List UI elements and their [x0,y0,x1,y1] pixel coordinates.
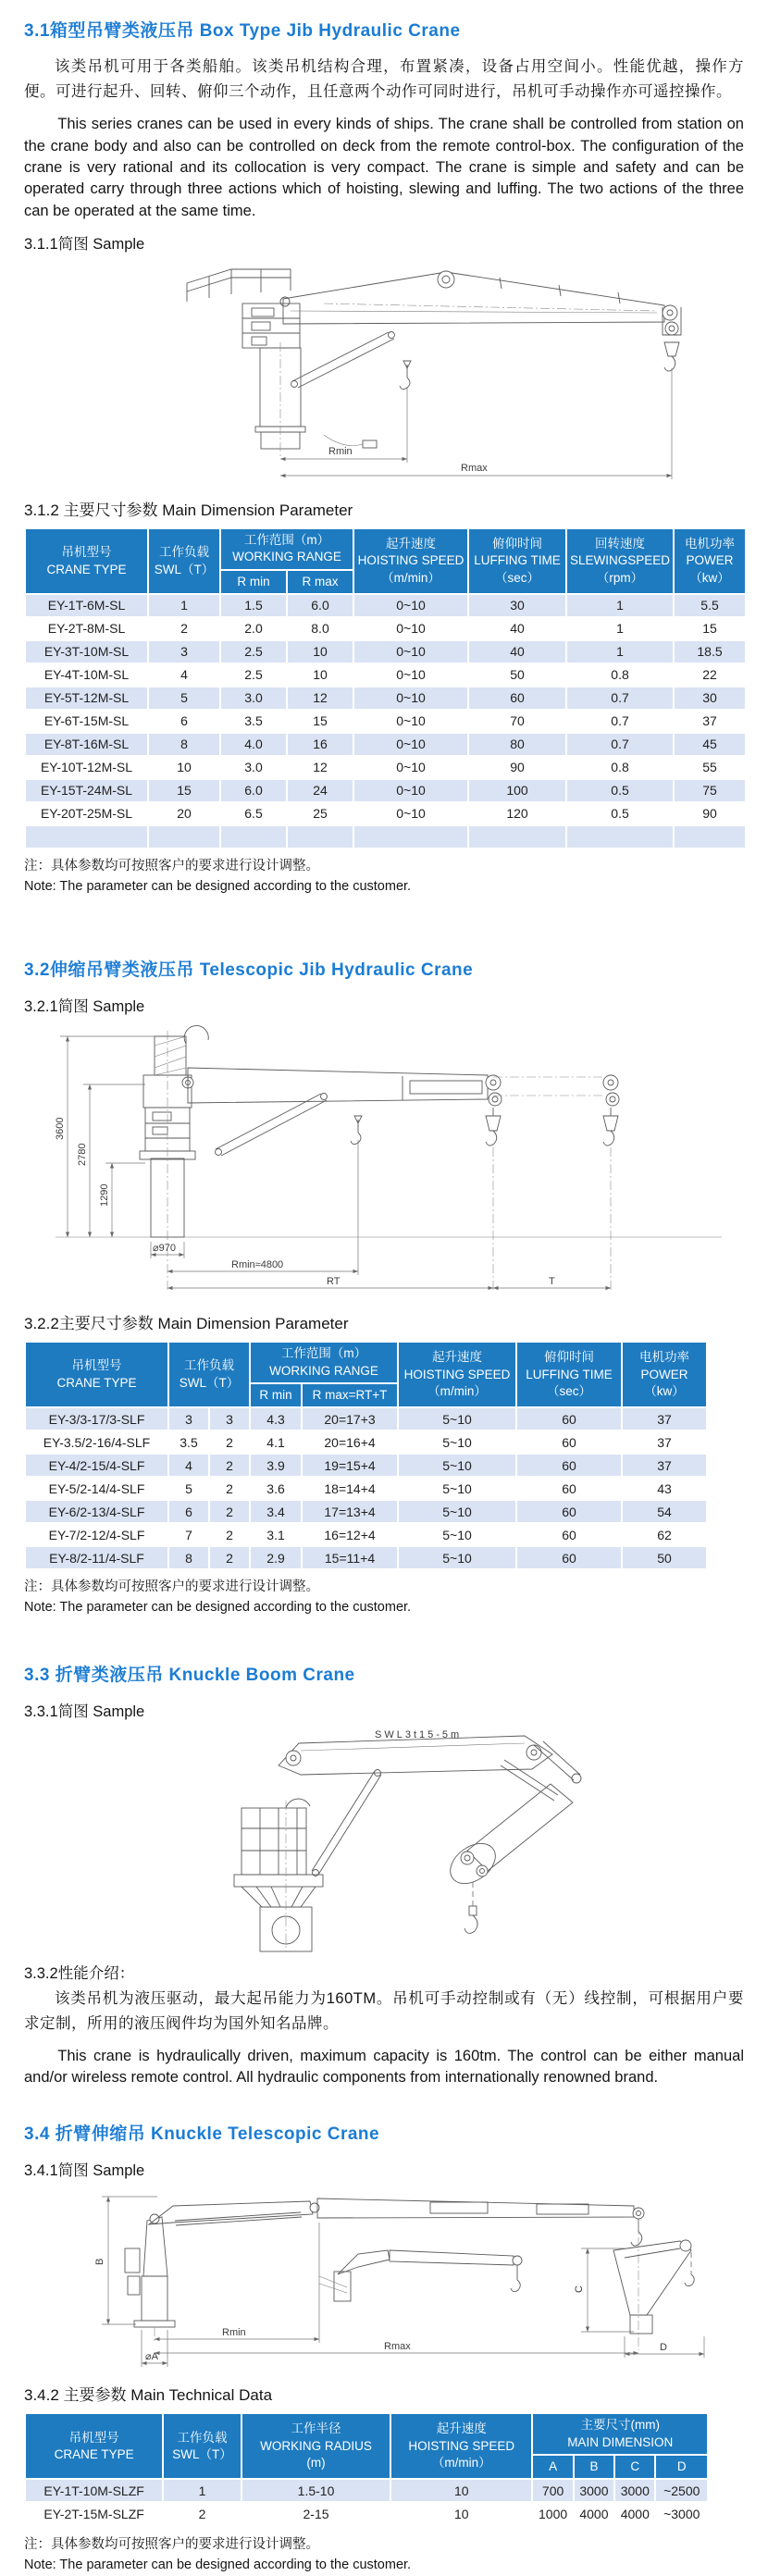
table-cell [220,825,287,848]
table-cell: EY-5T-12M-SL [25,687,148,710]
table-cell: ~2500 [655,2479,708,2502]
table-cell: 18=14+4 [302,1477,398,1500]
table-row [25,1523,707,1546]
table-cell: EY-1T-6M-SL [25,594,148,617]
table-cell: 50 [622,1546,707,1569]
col-header-working-range: 工作范围（m） WORKING RANGE [220,528,353,569]
table-row [25,2479,708,2502]
table-cell [566,825,674,848]
table-cell: 60 [516,1546,622,1569]
knuckle-boom-crane-drawing [24,1725,744,1951]
table-cell: 0~10 [353,779,468,802]
table-cell: 10 [287,640,353,663]
table-cell: 3.5 [168,1430,209,1454]
col-header-rmax: R max [287,570,353,594]
section-3-4-1-sample-label: 3.4.1简图 Sample [24,2162,145,2180]
table-cell: 70 [468,710,566,733]
table-cell: ~3000 [655,2502,708,2525]
table-cell: 15 [148,779,220,802]
box-jib-crane-figure [46,257,722,484]
dim-label-c: C [574,2285,585,2294]
dim-label-rmax: Rmax [384,2341,411,2353]
col-header-swl: 工作负载 SWL（T） [168,1342,250,1407]
table-cell: 5.5 [674,594,746,617]
table-cell: 45 [674,733,746,756]
table-cell: 2 [209,1430,250,1454]
col-header-crane-type: 吊机型号 CRANE TYPE [25,1342,168,1407]
col-header-luffing-time: 俯仰时间 LUFFING TIME （sec） [468,528,566,594]
table-cell: 1000 [532,2502,573,2525]
section-3-1-1-sample-label: 3.1.1简图 Sample [24,236,145,254]
table-cell: 10 [390,2502,532,2525]
table-cell: 3.9 [250,1454,302,1477]
table-cell: 5 [148,687,220,710]
table-cell: 3.5 [220,710,287,733]
table-cell: 40 [468,617,566,640]
note-chinese: 注：具体参数均可按照客户的要求进行设计调整。 [24,1579,319,1595]
table-cell: 100 [468,779,566,802]
table-cell: 20=17+3 [302,1407,398,1430]
table-cell: EY-15T-24M-SL [25,779,148,802]
col-header-hoisting-speed: 起升速度 HOISTING SPEED （m/min） [390,2413,532,2479]
table-cell: 120 [468,802,566,825]
col-header-working-radius: 工作半径 WORKING RADIUS (m) [242,2413,390,2479]
table-cell: 16 [287,733,353,756]
table-cell: 60 [516,1500,622,1523]
table-cell: 1 [148,594,220,617]
section-3-3-2-label: 3.3.2性能介绍： [24,1964,135,1982]
table-cell: 2 [148,617,220,640]
table-cell: 2.5 [220,663,287,687]
table-row [25,1430,707,1454]
col-header-luffing-time: 俯仰时间 LUFFING TIME （sec） [516,1342,622,1407]
table-cell: 1 [566,617,674,640]
section-3-1-heading: 3.1箱型吊臂类液压吊 Box Type Jib Hydraulic Crane [24,21,461,41]
table-cell: EY-6/2-13/4-SLF [25,1500,168,1523]
section-3-3-heading: 3.3 折臂类液压吊 Knuckle Boom Crane [24,1665,355,1685]
table-cell: 30 [468,594,566,617]
table-cell: 4.1 [250,1430,302,1454]
table-cell: EY-4/2-15/4-SLF [25,1454,168,1477]
table-cell: 4000 [574,2502,614,2525]
table-cell: 6.5 [220,802,287,825]
table-cell: 6.0 [287,594,353,617]
table-cell: 1.5-10 [242,2479,390,2502]
telescopic-crane-drawing [24,1020,744,1297]
knuckle-boom-crane-figure [69,1725,699,1951]
table-cell: 43 [622,1477,707,1500]
col-header-crane-type: 吊机型号 CRANE TYPE [25,528,148,594]
dim-label-2780: 2780 [77,1143,88,1167]
table-cell: 12 [287,756,353,779]
table-cell: 0~10 [353,710,468,733]
dim-label-a: ⌀A [145,2351,158,2363]
section-3-1-2-table-title: 3.1.2 主要尺寸参数 Main Dimension Parameter [24,502,353,520]
note-chinese: 注：具体参数均可按照客户的要求进行设计调整。 [24,858,319,873]
table-row [25,640,746,663]
table-cell: 37 [674,710,746,733]
table-cell: EY-8T-16M-SL [25,733,148,756]
table-cell: 17=13+4 [302,1500,398,1523]
table-cell: 4.0 [220,733,287,756]
table-cell: 0~10 [353,802,468,825]
table-cell [287,825,353,848]
table-cell: 3.0 [220,756,287,779]
table-row [25,733,746,756]
table-cell: 0.8 [566,663,674,687]
dim-label-rmax: Rmax [461,463,488,475]
note-chinese: 注：具体参数均可按照客户的要求进行设计调整。 [24,2537,319,2553]
table-cell: 6 [148,710,220,733]
col-header-dim-b: B [574,2455,614,2479]
section-3-2-1-sample-label: 3.2.1简图 Sample [24,998,145,1016]
table-cell: EY-3.5/2-16/4-SLF [25,1430,168,1454]
table-row [25,1407,707,1430]
table-cell: 18.5 [674,640,746,663]
dim-label-b: B [94,2259,105,2266]
section-3-1-paragraph-chinese: 该类吊机可用于各类船舶。该类吊机结构合理，布置紧凑，设备占用空间小。性能优越，操作方便。可进行起升、回转、俯仰三个动作，且任意两个动作可同时进行，吊机可手动操作亦可遥控操作。 [24,58,744,101]
dim-label-d: D [660,2342,667,2354]
col-header-dim-a: A [532,2455,573,2479]
table-cell: EY-7/2-12/4-SLF [25,1523,168,1546]
table-cell: 4 [148,663,220,687]
table-row [25,825,746,848]
table-cell: 60 [516,1407,622,1430]
table-cell: 4.3 [250,1407,302,1430]
table-cell: 0.5 [566,779,674,802]
table-cell: 60 [516,1523,622,1546]
table-cell: 62 [622,1523,707,1546]
table-cell: 50 [468,663,566,687]
table-cell: 3000 [614,2479,655,2502]
section-3-3-1-sample-label: 3.3.1简图 Sample [24,1703,145,1720]
table-cell: 3 [209,1407,250,1430]
table-cell: 15 [287,710,353,733]
table-cell: 0.5 [566,802,674,825]
note-english: Note: The parameter can be designed according to the customer. [24,1599,412,1615]
table-cell [148,825,220,848]
table-cell: 1.5 [220,594,287,617]
table-cell: 5~10 [398,1430,516,1454]
table-cell: EY-3T-10M-SL [25,640,148,663]
col-header-dim-c: C [614,2455,655,2479]
table-cell: 3.0 [220,687,287,710]
dim-label-rmin4800: Rmin≈4800 [231,1259,284,1271]
table-cell: 54 [622,1500,707,1523]
table-row [25,594,746,617]
table-cell: 0~10 [353,617,468,640]
dim-label-rmin: Rmin [222,2327,246,2339]
table-cell: 6.0 [220,779,287,802]
col-header-working-range: 工作范围（m） WORKING RANGE [250,1342,398,1382]
col-header-swl: 工作负载 SWL（T） [148,528,220,594]
table-cell: 30 [674,687,746,710]
col-header-power: 电机功率 POWER （kw） [674,528,746,594]
table-cell [25,825,148,848]
table-cell: 0~10 [353,640,468,663]
section-3-3-paragraph-english: This crane is hydraulically driven, maximum capacity is 160tm. The control can be either manual and/or wireless remote control. All hydraulic components from internationally renowned brand. [24,2047,744,2087]
table-cell: 4000 [614,2502,655,2525]
table-cell: 3000 [574,2479,614,2502]
table-row [25,687,746,710]
table-cell: 2 [209,1523,250,1546]
col-header-main-dimension: 主要尺寸(mm) MAIN DIMENSION [532,2413,708,2454]
table-row [25,756,746,779]
table-row [25,802,746,825]
table-cell: 3.1 [250,1523,302,1546]
col-header-hoisting-speed: 起升速度 HOISTING SPEED （m/min） [398,1342,516,1407]
table-cell: EY-2T-15M-SLZF [25,2502,163,2525]
table-cell: 5 [168,1477,209,1500]
table-cell: 90 [468,756,566,779]
table-row [25,1454,707,1477]
table-cell: 0.7 [566,733,674,756]
table-cell: 0~10 [353,594,468,617]
table-cell: EY-2T-8M-SL [25,617,148,640]
table-row [25,617,746,640]
col-header-slewing-speed: 回转速度 SLEWINGSPEED （rpm） [566,528,674,594]
table-cell: 0~10 [353,663,468,687]
table-cell [468,825,566,848]
table-cell: EY-4T-10M-SL [25,663,148,687]
col-header-rmin: R min [220,570,287,594]
table-row [25,710,746,733]
table-cell: 25 [287,802,353,825]
table-cell: 3 [148,640,220,663]
col-header-rmin: R min [250,1383,302,1407]
table-cell: 60 [516,1430,622,1454]
table-cell: 20=16+4 [302,1430,398,1454]
table-cell: 0~10 [353,687,468,710]
table-cell: 700 [532,2479,573,2502]
table-cell: 0.7 [566,710,674,733]
table-cell: 90 [674,802,746,825]
col-header-power: 电机功率 POWER （kw） [622,1342,707,1407]
table-cell: 8.0 [287,617,353,640]
section-3-2-2-table-title: 3.2.2主要尺寸参数 Main Dimension Parameter [24,1315,349,1333]
dim-label-3600: 3600 [55,1117,66,1141]
table-cell: 19=15+4 [302,1454,398,1477]
section-3-1-paragraph-english: This series cranes can be used in every kinds of ships. The crane shall be controlled from station on the crane body and also can be controlled on deck from the remote control-box. The configuration of the crane is very rational and its collocation is very compact. The crane is simple and safety and can be operated carry through three actions which of hoisting, slewing and luffing. The two actions of the three can be operated at the same time. [24,116,744,219]
table-cell: 3.6 [250,1477,302,1500]
table-cell: 2 [209,1454,250,1477]
table-cell: EY-6T-15M-SL [25,710,148,733]
table-cell: 60 [516,1477,622,1500]
table-row [25,663,746,687]
table-cell: 5~10 [398,1477,516,1500]
table-cell: 5~10 [398,1500,516,1523]
table-cell: 5~10 [398,1407,516,1430]
table-cell [674,825,746,848]
knuckle-telescopic-data-table [24,2412,709,2526]
dim-label-swl: SWL3t15-5m [375,1728,463,1740]
table-cell: 0.7 [566,687,674,710]
table-cell: 15 [674,617,746,640]
table-cell: 16=12+4 [302,1523,398,1546]
table-cell: 37 [622,1407,707,1430]
note-english: Note: The parameter can be designed according to the customer. [24,2557,412,2572]
table-cell: 24 [287,779,353,802]
table-cell: 12 [287,687,353,710]
table-cell: 3.4 [250,1500,302,1523]
table-cell: 2 [209,1500,250,1523]
table-cell: 6 [168,1500,209,1523]
telescopic-crane-figure [32,1020,736,1297]
table-cell: 4 [168,1454,209,1477]
table-cell: 10 [287,663,353,687]
table-row [25,1546,707,1569]
section-3-4-2-table-title: 3.4.2 主要参数 Main Technical Data [24,2386,273,2405]
table-cell: 22 [674,663,746,687]
table-cell [353,825,468,848]
table-cell: EY-3/3-17/3-SLF [25,1407,168,1430]
table-cell: 5~10 [398,1454,516,1477]
table-cell: 2 [163,2502,242,2525]
table-cell: 5~10 [398,1523,516,1546]
dim-label-970: ⌀970 [153,1243,176,1255]
table-cell: 60 [468,687,566,710]
table-cell: 2.0 [220,617,287,640]
note-english: Note: The parameter can be designed according to the customer. [24,878,412,894]
table-row [25,1477,707,1500]
knuckle-telescopic-crane-drawing [24,2184,744,2369]
knuckle-telescopic-crane-figure [32,2184,736,2369]
table-cell: 40 [468,640,566,663]
table-cell: 7 [168,1523,209,1546]
dim-label-rmin: Rmin [328,446,353,458]
table-cell: 1 [566,594,674,617]
table-cell: 55 [674,756,746,779]
table-cell: 2.5 [220,640,287,663]
table-cell: EY-1T-10M-SLZF [25,2479,163,2502]
col-header-swl: 工作负载 SWL（T） [163,2413,242,2479]
box-jib-crane-drawing [24,257,744,484]
table-cell: 2.9 [250,1546,302,1569]
table-cell: 75 [674,779,746,802]
table-row [25,2502,708,2525]
col-header-rmax-rt-t: R max=RT+T [302,1383,398,1407]
table-row [25,1500,707,1523]
table-cell: 5~10 [398,1546,516,1569]
table-cell: 20 [148,802,220,825]
table-cell: 8 [168,1546,209,1569]
table-cell: 3 [168,1407,209,1430]
table-cell: 37 [622,1454,707,1477]
table-cell: 1 [163,2479,242,2502]
table-cell: EY-8/2-11/4-SLF [25,1546,168,1569]
box-jib-dimension-table [24,527,747,849]
section-3-2-heading: 3.2伸缩吊臂类液压吊 Telescopic Jib Hydraulic Crane [24,960,474,981]
col-header-hoisting-speed: 起升速度 HOISTING SPEED （m/min） [353,528,468,594]
table-cell: EY-5/2-14/4-SLF [25,1477,168,1500]
table-cell: 0~10 [353,756,468,779]
table-cell: 0~10 [353,733,468,756]
dim-label-t: T [549,1276,555,1288]
section-3-4-heading: 3.4 折臂伸缩吊 Knuckle Telescopic Crane [24,2124,380,2145]
section-3-3-paragraph-chinese: 该类吊机为液压驱动，最大起吊能力为160TM。吊机可手动控制或有（无）线控制，可根据用户要求定制，所用的液压阀件均为国外知名品牌。 [24,1989,744,2032]
dim-label-rt: RT [327,1276,341,1288]
col-header-dim-d: D [655,2455,708,2479]
table-cell: EY-10T-12M-SL [25,756,148,779]
table-cell: 15=11+4 [302,1546,398,1569]
table-cell: 0.8 [566,756,674,779]
table-cell: 2 [209,1477,250,1500]
table-cell: 2 [209,1546,250,1569]
table-cell: 8 [148,733,220,756]
table-cell: 10 [390,2479,532,2502]
table-cell: 2-15 [242,2502,390,2525]
table-cell: 80 [468,733,566,756]
table-cell: 37 [622,1430,707,1454]
table-cell: 10 [148,756,220,779]
table-cell: 60 [516,1454,622,1477]
table-cell: 1 [566,640,674,663]
col-header-crane-type: 吊机型号 CRANE TYPE [25,2413,163,2479]
dim-label-1290: 1290 [99,1183,110,1208]
table-cell: EY-20T-25M-SL [25,802,148,825]
telescopic-dimension-table [24,1341,708,1570]
table-row [25,779,746,802]
